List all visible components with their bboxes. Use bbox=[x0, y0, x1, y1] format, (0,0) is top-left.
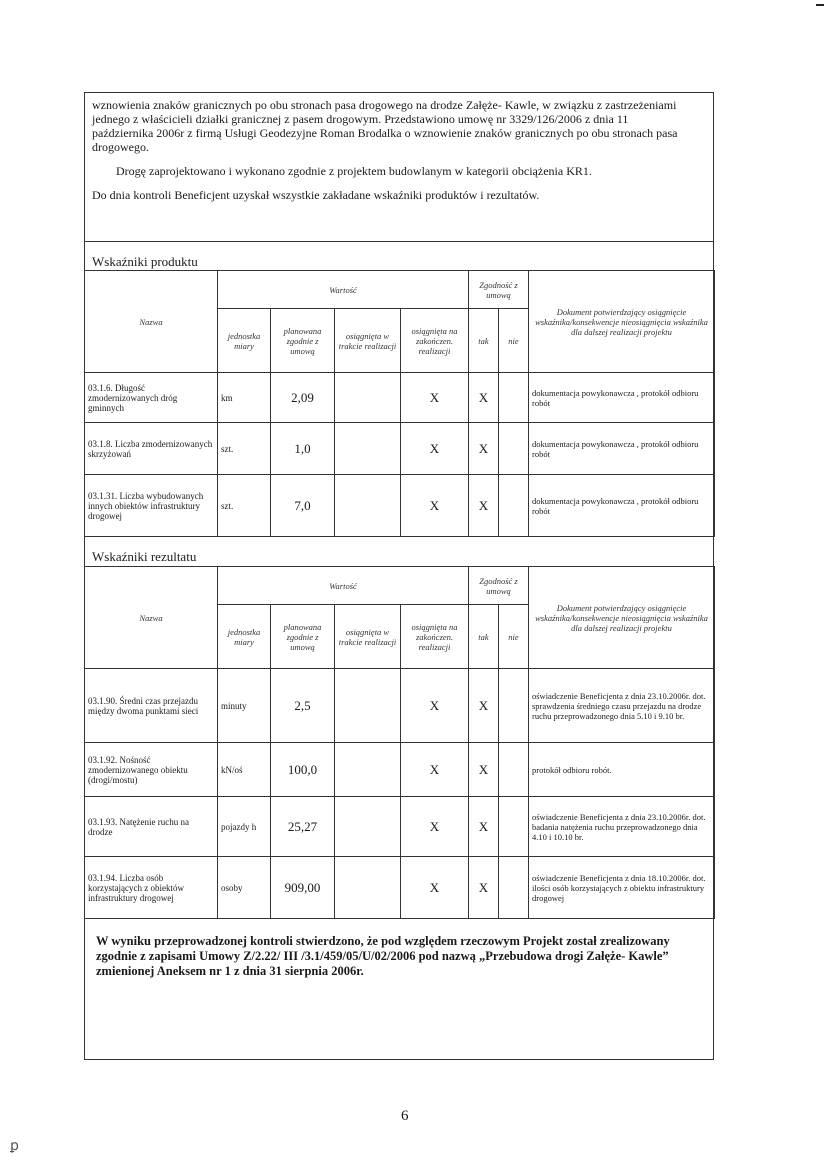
indicator-unit: osoby bbox=[218, 857, 271, 919]
indicator-document: oświadczenie Beneficjenta z dnia 23.10.2006r. dot. sprawdzenia średniego czasu przejazdu na drodze ruchu przeprowadzonego dnia 5.10 i 9.10 br. bbox=[529, 669, 715, 743]
table-row bbox=[85, 743, 715, 797]
indicator-document: oświadczenie Beneficjenta z dnia 23.10.2006r. dot. badania natężenia ruchu przeprowadzonego dnia 4.10 i 10.10 br. bbox=[529, 797, 715, 857]
indicator-document: protokół odbioru robót. bbox=[529, 743, 715, 797]
indicator-yes: X bbox=[469, 743, 499, 797]
indicator-planned: 909,00 bbox=[271, 857, 335, 919]
indicator-planned: 25,27 bbox=[271, 797, 335, 857]
indicator-during bbox=[335, 475, 401, 537]
indicator-yes: X bbox=[469, 423, 499, 475]
header-name: Nazwa bbox=[85, 271, 218, 373]
indicator-name: 03.1.6. Długość zmodernizowanych dróg gminnych bbox=[85, 373, 218, 423]
intro-paragraph-3: Do dnia kontroli Beneficjent uzyskał wszystkie zakładane wskaźniki produktów i rezultatów. bbox=[92, 188, 540, 202]
table-row bbox=[85, 857, 715, 919]
indicator-during bbox=[335, 797, 401, 857]
indicator-after: X bbox=[401, 857, 469, 919]
indicator-name: 03.1.93. Natężenie ruchu na drodze bbox=[85, 797, 218, 857]
indicator-unit: km bbox=[218, 373, 271, 423]
indicator-no bbox=[499, 373, 529, 423]
indicator-document: dokumentacja powykonawcza , protokół odbioru robót bbox=[529, 423, 715, 475]
indicator-yes: X bbox=[469, 475, 499, 537]
table-row bbox=[85, 475, 715, 537]
indicator-planned: 2,5 bbox=[271, 669, 335, 743]
indicator-no bbox=[499, 857, 529, 919]
indicator-during bbox=[335, 423, 401, 475]
indicator-name: 03.1.31. Liczba wybudowanych innych obiektów infrastruktury drogowej bbox=[85, 475, 218, 537]
product-table bbox=[84, 270, 715, 537]
header-name: Nazwa bbox=[85, 567, 218, 669]
table-row bbox=[85, 423, 715, 475]
intro-paragraph-1: wznowienia znaków granicznych po obu stronach pasa drogowego na drodze Załęże- Kawle, w związku z zastrzeżeniami jednego z właścicieli działki granicznej z pasem drogowym. Przedstawiono umowę nr 3329/126/2006 z dnia 11 października 2006r z firmą Usługi Geodezyjne Roman Brodalka o wznowienie znaków granicznych po obu stronach pasa drogowego. bbox=[92, 98, 678, 154]
header-document: Dokument potwierdzający osiągnięcie wskaźnika/konsekwencje nieosiągnięcia wskaźnika dla dalszej realizacji projektu bbox=[529, 567, 715, 669]
result-section-title: Wskaźniki rezultatu bbox=[92, 549, 197, 564]
header-after: osiągnięta na zakończen. realizacji bbox=[401, 309, 469, 373]
indicator-after: X bbox=[401, 423, 469, 475]
indicator-after: X bbox=[401, 743, 469, 797]
header-no: nie bbox=[499, 605, 529, 669]
indicator-yes: X bbox=[469, 669, 499, 743]
header-value: Wartość bbox=[218, 567, 469, 605]
divider bbox=[84, 241, 714, 242]
indicator-unit: szt. bbox=[218, 423, 271, 475]
header-unit: jednostka miary bbox=[218, 309, 271, 373]
indicator-no bbox=[499, 669, 529, 743]
result-table bbox=[84, 566, 715, 919]
corner-mark bbox=[816, 4, 824, 6]
header-compliance: Zgodność z umową bbox=[469, 271, 529, 309]
indicator-name: 03.1.92. Nośność zmodernizowanego obiektu (drogi/mostu) bbox=[85, 743, 218, 797]
header-compliance: Zgodność z umową bbox=[469, 567, 529, 605]
header-planned: planowana zgodnie z umową bbox=[271, 605, 335, 669]
indicator-name: 03.1.8. Liczba zmodernizowanych skrzyżowań bbox=[85, 423, 218, 475]
table-row bbox=[85, 797, 715, 857]
indicator-unit: kN/oś bbox=[218, 743, 271, 797]
indicator-document: dokumentacja powykonawcza , protokół odbioru robót bbox=[529, 475, 715, 537]
header-document: Dokument potwierdzający osiągnięcie wskaźnika/konsekwencje nieosiągnięcia wskaźnika dla dalszej realizacji projektu bbox=[529, 271, 715, 373]
handwritten-mark-icon: ꝑ bbox=[10, 1139, 19, 1154]
indicator-after: X bbox=[401, 669, 469, 743]
indicator-unit: szt. bbox=[218, 475, 271, 537]
header-yes: tak bbox=[469, 309, 499, 373]
indicator-during bbox=[335, 373, 401, 423]
header-value: Wartość bbox=[218, 271, 469, 309]
indicator-yes: X bbox=[469, 373, 499, 423]
indicator-planned: 2,09 bbox=[271, 373, 335, 423]
indicator-during bbox=[335, 743, 401, 797]
indicator-during bbox=[335, 857, 401, 919]
indicator-after: X bbox=[401, 373, 469, 423]
intro-section bbox=[92, 98, 692, 202]
indicator-planned: 100,0 bbox=[271, 743, 335, 797]
indicator-no bbox=[499, 743, 529, 797]
indicator-after: X bbox=[401, 475, 469, 537]
header-planned: planowana zgodnie z umową bbox=[271, 309, 335, 373]
indicator-name: 03.1.90. Średni czas przejazdu między dwoma punktami sieci bbox=[85, 669, 218, 743]
indicator-name: 03.1.94. Liczba osób korzystających z obiektów infrastruktury drogowej bbox=[85, 857, 218, 919]
header-after: osiągnięta na zakończen. realizacji bbox=[401, 605, 469, 669]
conclusion-text: W wyniku przeprowadzonej kontroli stwierdzono, że pod względem rzeczowym Projekt został zrealizowany zgodnie z zapisami Umowy Z/2.22/ III /3.1/459/05/U/02/2006 pod nazwą „Przebudowa drogi Załęże- Kawle” zmienionej Aneksem nr 1 z dnia 31 sierpnia 2006r. bbox=[96, 934, 670, 978]
page-number: 6 bbox=[401, 1108, 409, 1124]
indicator-planned: 7,0 bbox=[271, 475, 335, 537]
indicator-no bbox=[499, 797, 529, 857]
indicator-after: X bbox=[401, 797, 469, 857]
table-row bbox=[85, 669, 715, 743]
indicator-yes: X bbox=[469, 797, 499, 857]
indicator-no bbox=[499, 423, 529, 475]
indicator-unit: pojazdy h bbox=[218, 797, 271, 857]
header-yes: tak bbox=[469, 605, 499, 669]
header-during: osiągnięta w trakcie realizacji bbox=[335, 309, 401, 373]
table-row bbox=[85, 373, 715, 423]
indicator-during bbox=[335, 669, 401, 743]
indicator-document: oświadczenie Beneficjenta z dnia 18.10.2006r. dot. ilości osób korzystających z obiektu infrastruktury drogowej bbox=[529, 857, 715, 919]
indicator-no bbox=[499, 475, 529, 537]
indicator-document: dokumentacja powykonawcza , protokół odbioru robót bbox=[529, 373, 715, 423]
indicator-planned: 1,0 bbox=[271, 423, 335, 475]
header-no: nie bbox=[499, 309, 529, 373]
indicator-unit: minuty bbox=[218, 669, 271, 743]
intro-paragraph-2: Drogę zaprojektowano i wykonano zgodnie z projektem budowlanym w kategorii obciążenia KR1. bbox=[116, 164, 592, 178]
header-during: osiągnięta w trakcie realizacji bbox=[335, 605, 401, 669]
indicator-yes: X bbox=[469, 857, 499, 919]
product-section-title: Wskaźniki produktu bbox=[92, 254, 198, 269]
header-unit: jednostka miary bbox=[218, 605, 271, 669]
